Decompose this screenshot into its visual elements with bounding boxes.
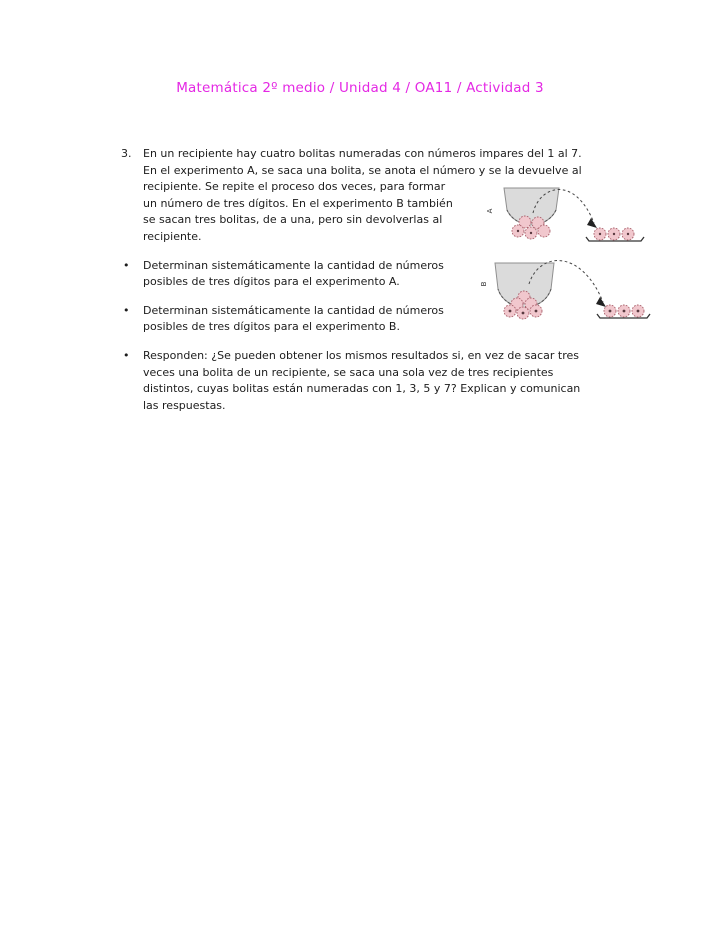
figure-label-a: A	[486, 208, 494, 214]
figure-experiment-a	[483, 183, 651, 251]
bullet-line: veces una bolita de un recipiente, se saca una sola vez de tres recipientes	[143, 365, 554, 379]
bullet-item-3	[120, 348, 640, 414]
bullet-line: las respuestas.	[143, 398, 226, 412]
figure-experiment-b	[479, 254, 657, 336]
bullet-text	[143, 348, 640, 414]
problem-line: En un recipiente hay cuatro bolitas numeradas con números impares del 1 al 7.	[143, 147, 582, 160]
problem-line: recipiente. Se repite el proceso dos veces, para formar	[143, 180, 446, 194]
container-a	[504, 188, 559, 225]
bullet-line: Responden: ¿Se pueden obtener los mismos resultados si, en vez de sacar tres	[143, 348, 580, 362]
bullet-marker: •	[123, 303, 130, 317]
bullet-line: distintos, cuyas bolitas están numeradas con 1, 3, 5 y 7? Explican y comunican	[143, 382, 581, 396]
bullet-line: posibles de tres dígitos para el experimento A.	[143, 275, 400, 289]
bullet-marker: •	[123, 258, 130, 272]
bullet-marker: •	[123, 348, 130, 362]
bullet-line: Determinan sistemáticamente la cantidad de números	[143, 303, 444, 317]
figure-label-b: B	[480, 281, 488, 287]
problem-line: se sacan tres bolitas, de a una, pero sin devolverlas al	[143, 213, 443, 227]
bullet-line: posibles de tres dígitos para el experimento B.	[143, 320, 400, 334]
problem-line: un número de tres dígitos. En el experimento B también	[143, 196, 453, 210]
tray-b-balls	[604, 305, 644, 317]
problem-line: recipiente.	[143, 229, 202, 243]
page-title: Matemática 2º medio / Unidad 4 / OA11 / Actividad 3	[176, 80, 544, 96]
tray-a-balls	[594, 228, 634, 240]
bullet-line: Determinan sistemáticamente la cantidad de números	[143, 258, 444, 272]
problem-number: 3.	[121, 147, 132, 160]
problem-line: En el experimento A, se saca una bolita, se anota el número y se la devuelve al	[143, 163, 582, 177]
